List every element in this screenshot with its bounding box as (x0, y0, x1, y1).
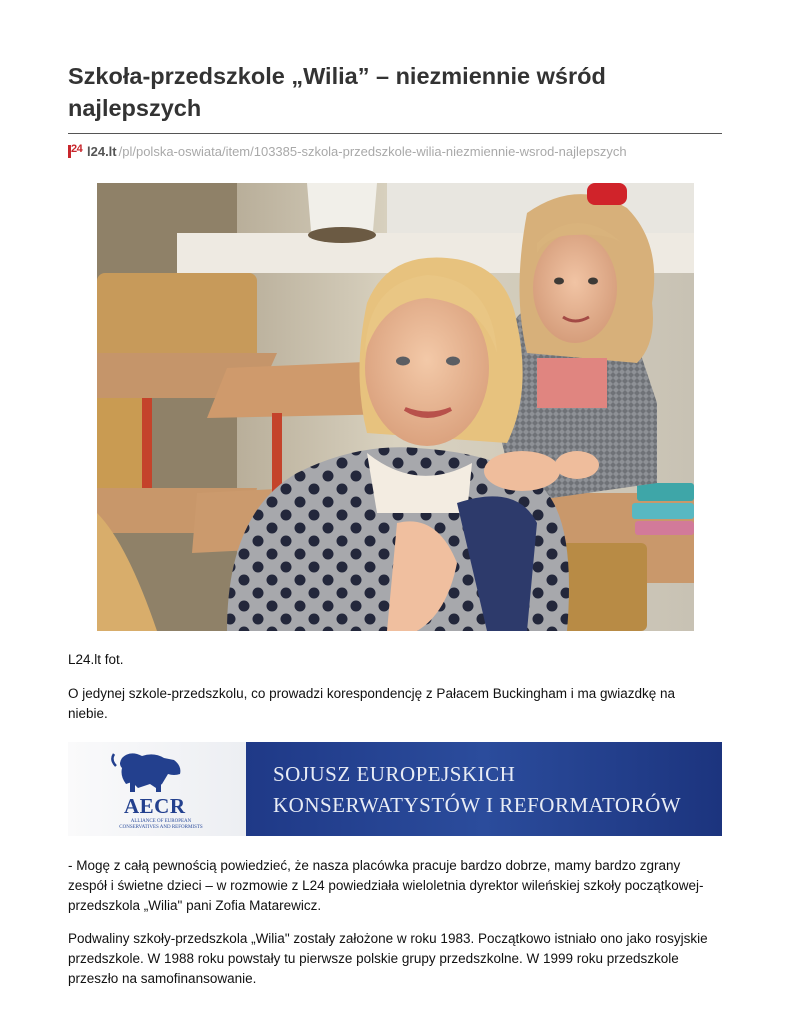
banner-title-line1: SOJUSZ EUROPEJSKICH (273, 762, 516, 786)
aecr-logo-subtext: ALLIANCE OF EUROPEAN CONSERVATIVES AND REFORMISTS (119, 819, 203, 830)
article-paragraph: Podwaliny szkoły-przedszkola „Wilia" zostały założone w roku 1983. Początkowo istniało ono jako rosyjskie przedszkole. W 1988 roku powstały tu pierwsze polskie grupy przedszkolne. W 1999 roku przedszkole przeszło na samofinansowanie. (68, 931, 708, 986)
aecr-banner[interactable] (68, 742, 722, 836)
source-line[interactable] (68, 142, 627, 160)
article-title: Szkoła-przedszkole „Wilia” – niezmiennie wśród najlepszych (68, 63, 606, 121)
source-path[interactable]: /pl/polska-oswiata/item/103385-szkola-przedszkole-wilia-niezmiennie-wsrod-najlepszych (118, 143, 627, 159)
banner-title-line2: KONSERWATYSTÓW I REFORMATORÓW (273, 793, 682, 817)
source-domain[interactable]: l24.lt (87, 143, 117, 159)
photo-caption: L24.lt fot. (68, 652, 124, 667)
logo-text: 24 (71, 142, 83, 155)
article-lead: O jedynej szkole-przedszkolu, co prowadzi korespondencję z Pałacem Buckingham i ma gwiazdkę na niebie. (68, 686, 676, 721)
aecr-logo-name: AECR (124, 794, 186, 818)
article-paragraph: - Mogę z całą pewnością powiedzieć, że nasza placówka pracuje bardzo dobrze, mamy bardzo zgrany zespół i świetne dzieci – w rozmowie z L24 powiedziała wieloletnia dyrektor wileńskiej szkoły początkowej-przedszkola „Wilia" pani Zofia Matarewicz. (68, 858, 704, 913)
article-photo (97, 183, 694, 631)
title-divider (68, 133, 722, 134)
l24-logo-icon (68, 142, 84, 158)
